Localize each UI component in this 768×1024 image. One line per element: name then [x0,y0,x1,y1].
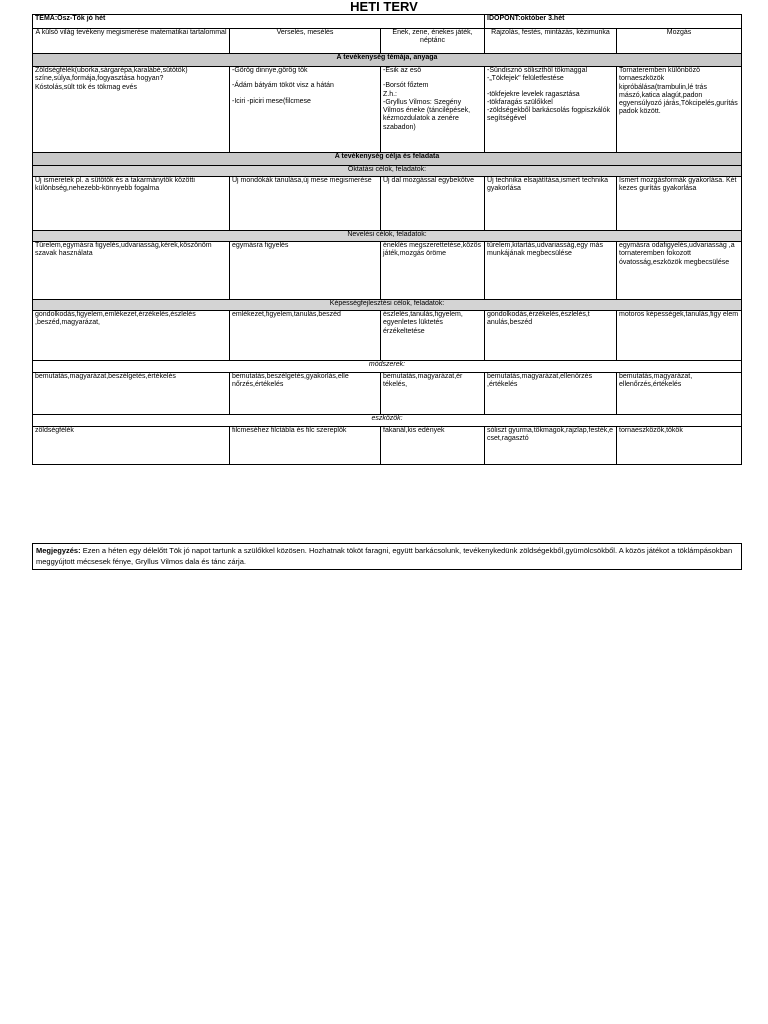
note-label: Megjegyzés: [36,546,81,555]
skills-cell: észlelés,tanulás,figyelem, egyenletes lüktetés érzékeltetése [381,311,485,361]
subheading-upbringing: Nevelési célok, feladatok: [33,231,742,242]
methods-cell: bemutatás,magyarázat,ér tékelés, [381,373,485,415]
column-header: A külső világ tevékeny megismerése matematikai tartalommal [33,29,230,54]
tools-cell: filcmeséhez filctábla és filc szereplők [230,427,381,465]
note-text: Ezen a héten egy délelőtt Tök jó napot tartunk a szülőkkel közösen. Hozhatnak tököt faragni, együtt barkácsolunk, tevékenykedünk zöldségekből,gyümölcsökből. A közös játékot a töklámpásokban meggyújtott mécsesek fénye, Gryllus Vilmos dala és tánc zárja. [36,546,733,566]
section-heading-goals: A tevékenység célja és feladata [33,153,742,166]
upbringing-cell: éneklés megszerettetése,közös játék,mozgás öröme [381,242,485,300]
note-box [32,543,742,570]
skills-row [33,311,742,361]
upbringing-cell: türelem,kitartás,udvariasság,egy más munkájának megbecsülése [485,242,617,300]
subheading-tools: eszközök: [33,415,742,427]
subheading-methods: módszerek: [33,361,742,373]
upbringing-row [33,242,742,300]
skills-cell: gondolkodás,érzékelés,észlelés,t anulás,beszéd [485,311,617,361]
tools-cell: sóliszt gyurma,tökmagok,rajzlap,festék,e cset,ragasztó [485,427,617,465]
topic-cell: -Esik az eső -Borsót főztem Z.h.: -Gryllus Vilmos: Szegény Vilmos éneke (táncilépések, kézmozdulatok a zenére szabadon) [381,67,485,153]
teaching-cell: Új mondókák tanulása,új mese megismerése [230,177,381,231]
theme-heading: TÉMA:Ősz-Tök jó hét [33,15,485,29]
methods-cell: bemutatás,magyarázat,beszélgetés,értékelés [33,373,230,415]
methods-cell: bemutatás,magyarázat,ellenőrzés ,értékelés [485,373,617,415]
methods-cell: bemutatás,beszélgetés,gyakorlás,elle nőrzés,értékelés [230,373,381,415]
teaching-cell: Új technika elsajátítása,ismert technika gyakorlása [485,177,617,231]
tools-cell: tornaeszközök,tökök [617,427,742,465]
column-header: Rajzolás, festés, mintázás, kézimunka [485,29,617,54]
page-title: HETI TERV [350,0,418,14]
teaching-cell: Ismert mozgásformák gyakorlása. Két kezes gurítás gyakorlása [617,177,742,231]
topic-row [33,67,742,153]
tools-cell: fakanál,kis edények [381,427,485,465]
date-heading: IDŐPONT:október 3.hét [485,15,742,29]
methods-row [33,373,742,415]
teaching-cell: Új dal mozgással egybekötve [381,177,485,231]
subheading-teaching: Oktatási célok, feladatok: [33,166,742,177]
column-header: Ének, zene, énekes játék, néptánc [381,29,485,54]
topic-cell: Zöldségfélék(uborka,sárgarépa,karalábé,sütőtök) színe,súlya,formája,fogyasztása hogyan? Kóstolás,sült tök és tökmag evés [33,67,230,153]
column-header: Mozgás [617,29,742,54]
topic-cell: -Sündisznó söliszthöl tökmaggal -„Tökfejek" felületfestése -tökfejekre levelek ragasztása -tökfaragás szülőkkel -zöldségekből barkácsolás fogpiszkálók segítségével [485,67,617,153]
skills-cell: emlékezet,figyelem,tanulás,beszéd [230,311,381,361]
teaching-row [33,177,742,231]
upbringing-cell: Türelem,egymásra figyelés,udvariasság,kérek,köszönöm szavak használata [33,242,230,300]
upbringing-cell: egymásra odafigyelés,udvariasság ,a tornateremben fokozott óvatosság,eszközök megbecsülése [617,242,742,300]
header-row [33,15,742,29]
tools-row [33,427,742,465]
subheading-skills: Képességfejlesztési célok, feladatok: [33,300,742,311]
skills-cell: gondolkodás,figyelem,emlékezet,érzékelés,észlelés ,beszéd,magyarázat, [33,311,230,361]
column-header-row [33,29,742,54]
topic-cell: Tornateremben különböző tornaeszközök kipróbálása(trambulin,lé trás mászó,katica alagút,padon egyensúlyozó járás,Tökcipelés,gurítás padok között. [617,67,742,153]
methods-cell: bemutatás,magyarázat, ellenőrzés,értékelés [617,373,742,415]
weekly-plan-table [32,14,742,465]
column-header: Verselés, mesélés [230,29,381,54]
topic-cell: -Görög dinnye,görög tök -Ádám bátyám tököt visz a hátán -Iciri -piciri mese(filcmese [230,67,381,153]
section-heading-topic: A tevékenység témája, anyaga [33,54,742,67]
tools-cell: zöldségfélék [33,427,230,465]
teaching-cell: Új ismeretek pl. a sütőtök és a takarmánytök közötti különbség,nehezebb-könnyebb fogalma [33,177,230,231]
skills-cell: motoros képességek,tanulás,figy elem [617,311,742,361]
upbringing-cell: egymásra figyelés [230,242,381,300]
